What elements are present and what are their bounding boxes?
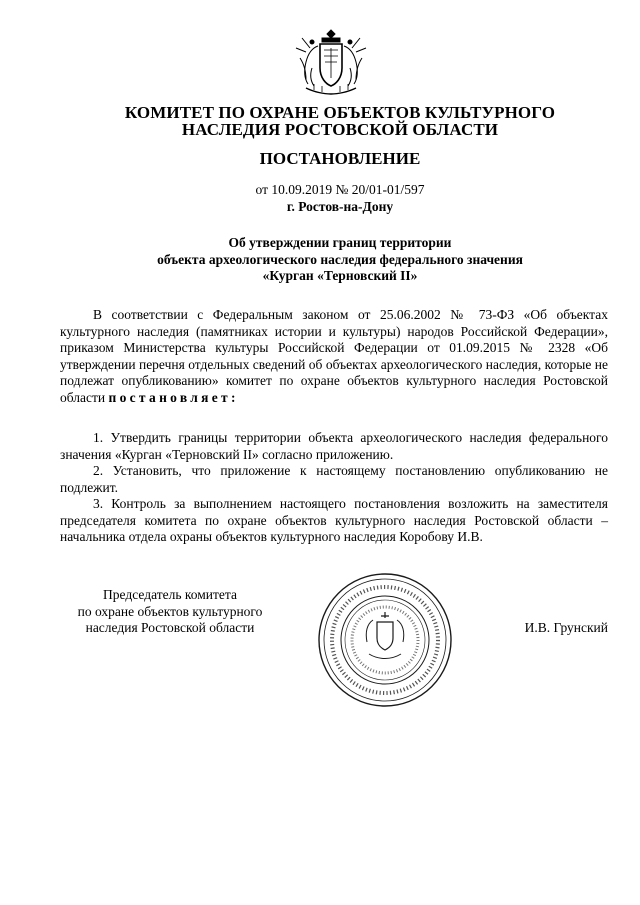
signer-position-line-1: Председатель комитета (103, 587, 237, 602)
preamble-text: В соответствии с Федеральным законом от 25.06.2002 № 73-ФЗ «Об объектах культурного наследия (памятниках истории и культуры) народов Российской Федерации», приказом Министерства культуры Российской Федерации от 01.09.2015 № 2328 «Об утверждении перечня отдельных сведений об объектах археологического наследия, которые не подлежат опубликованию» комитет по охране объектов культурного наследия Ростовской области (60, 307, 608, 405)
preamble-paragraph (60, 307, 608, 406)
agency-name (60, 104, 620, 138)
resolution-item-2: 2. Установить, что приложение к настоящему постановлению опубликованию не подлежит. (60, 463, 608, 495)
resolution-item-3: 3. Контроль за выполнением настоящего постановления возложить на заместителя председателя комитета по охране объектов культурного наследия Ростовской области – начальника отдела охраны объектов культурного наследия Коробову И.В. (60, 496, 608, 544)
document-type: ПОСТАНОВЛЕНИЕ (259, 149, 421, 168)
signer-position-line-3: наследия Ростовской области (85, 620, 255, 635)
agency-line-1: КОМИТЕТ ПО ОХРАНЕ ОБЪЕКТОВ КУЛЬТУРНОГО (124, 103, 556, 122)
coat-of-arms-icon (292, 28, 370, 96)
date-number: от 10.09.2019 № 20/01-01/597 (255, 182, 425, 197)
city: г. Ростов-на-Дону (286, 199, 394, 214)
signer-name: И.В. Грунский (524, 620, 608, 635)
subject-line-3: «Курган «Терновский II» (262, 268, 418, 283)
document-subject (60, 235, 620, 285)
signer-position-line-2: по охране объектов культурного (77, 603, 263, 619)
agency-line-2: НАСЛЕДИЯ РОСТОВСКОЙ ОБЛАСТИ (181, 120, 499, 139)
resolves-word: постановляет: (108, 389, 239, 405)
subject-line-1: Об утверждении границ территории (228, 235, 452, 250)
signer-position (60, 587, 280, 637)
resolution-item-1: 1. Утвердить границы территории объекта археологического наследия федерального значения «Курган «Терновский II» согласно приложению. (60, 430, 608, 462)
official-seal-icon (315, 570, 455, 710)
resolution-items (60, 430, 608, 546)
subject-line-2: объекта археологического наследия федерального значения (157, 251, 523, 267)
